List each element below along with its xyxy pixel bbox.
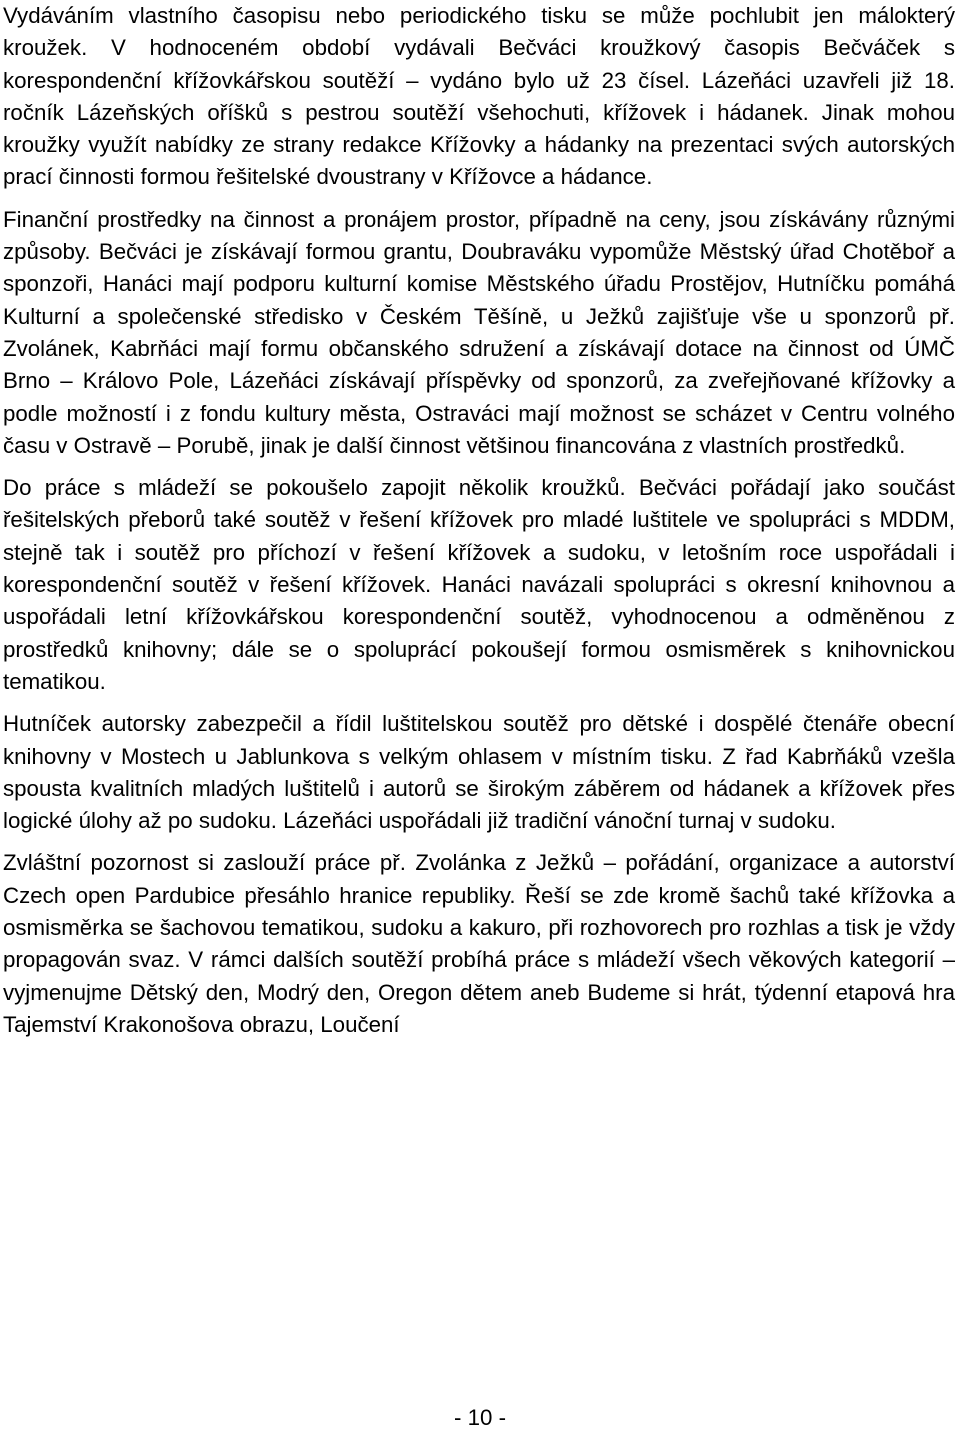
paragraph-funding: Finanční prostředky na činnost a pronájem prostor, případně na ceny, jsou získávány různými způsoby. Bečváci je získávají formou grantu, Doubraváku vypomůže Městský úřad Chotěboř a sponzoři, Hanáci mají podporu kulturní komise Městského úřadu Prostějov, Hutníčku pomáhá Kulturní a společenské středisko v Českém Těšíně, u Ježků zajišťuje vše u sponzorů př. Zvolánek, Kabrňáci mají formu občanského sdružení a získávají dotace na činnost od ÚMČ Brno – Královo Pole, Lázeňáci získávají příspěvky od sponzorů, za zveřejňované křížovky a podle možností i z fondu kultury města, Ostraváci mají možnost se scházet v Centru volného času v Ostravě – Porubě, jinak je další činnost většinou financována z vlastních prostředků. [3,206,955,458]
paragraph-hutnicek: Hutníček autorsky zabezpečil a řídil luštitelskou soutěž pro dětské i dospělé čtenáře obecní knihovny v Mostech u Jablunkova s velkým ohlasem v místním tisku. Z řad Kabrňáků vzešla spousta kvalitních mladých luštitelů i autorů se širokým záběrem od hádanek a křížovek přes logické úlohy až po sudoku. Lázeňáci uspořádali již tradiční vánoční turnaj v sudoku. [3,711,955,834]
page-number: - 10 - [453,1405,507,1430]
document-body [3,0,955,1051]
paragraph-youth-work: Do práce s mládeží se pokoušelo zapojit několik kroužků. Bečváci pořádají jako součást řešitelských přeborů také soutěž v řešení křížovek pro mladé luštitele ve spolupráci s MDDM, stejně tak i soutěž pro příchozí v řešení křížovek a sudoku, v letošním roce uspořádali i korespondenční soutěž v řešení křížovek. Hanáci navázali spolupráci s okresní knihovnou a uspořádali letní křížovkářskou korespondenční soutěž, vyhodnocenou a odměněnou z prostředků knihovny; dále se o spoluprácí pokoušejí formou osmisměrek s knihovnickou tematikou. [3,475,955,694]
paragraph-periodicals: Vydáváním vlastního časopisu nebo periodického tisku se může pochlubit jen málokterý kroužek. V hodnoceném období vydávali Bečváci kroužkový časopis Bečváček s korespondenční křížovkářskou soutěží – vydáno bylo už 23 čísel. Lázeňáci uzavřeli již 18. ročník Lázeňských oříšků s pestrou soutěží všehochuti, křížovek i hádanek. Jinak mohou kroužky využít nabídky ze strany redakce Křížovky a hádanky na prezentaci svých autorských prací činnosti formou řešitelské dvoustrany v Křížovce a hádance. [3,3,955,190]
paragraph-special-attention: Zvláštní pozornost si zaslouží práce př. Zvolánka z Ježků – pořádání, organizace a autorství Czech open Pardubice přesáhlo hranice republiky. Řeší se zde kromě šachů také křížovka a osmisměrka se šachovou tematikou, sudoku a kakuro, při rozhovorech pro rozhlas a tisk je vždy propagován svaz. V rámci dalších soutěží probíhá práce s mládeží všech věkových kategorií – vyjmenujme Dětský den, Modrý den, Oregon dětem aneb Budeme si hrát, týdenní etapová hra Tajemství Krakonošova obrazu, Loučení [3,850,955,1037]
